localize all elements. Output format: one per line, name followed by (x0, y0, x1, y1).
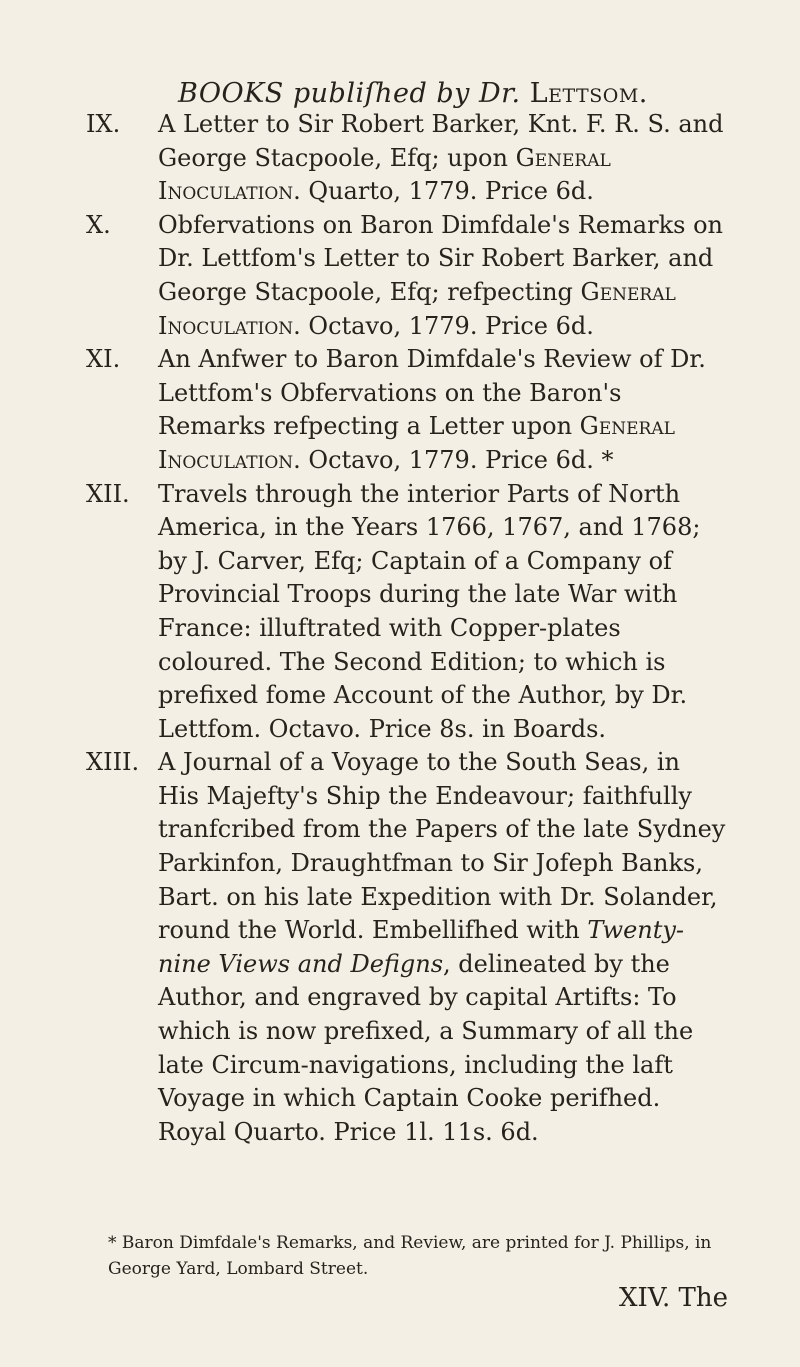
book-list (86, 108, 726, 1149)
book-entry (86, 746, 726, 1149)
entry-smallcaps-text: General Inoculation (158, 143, 611, 206)
book-entry (86, 209, 726, 343)
entry-number: XI. (86, 345, 121, 374)
book-entry (86, 478, 726, 747)
entry-italic-text: Twenty-nine Views and Defigns (158, 916, 685, 978)
entry-number: IX. (86, 110, 121, 138)
entry-text-part: . Octavo, 1779. Price 6d. (293, 311, 594, 340)
catchword: XIV. The (619, 1283, 729, 1313)
header-published-by: publiſhed by (292, 78, 470, 109)
footnote: * Baron Dimfdale's Remarks, and Review, are printed for J. Phillips, in George Yard, Lombard Street. (108, 1233, 712, 1279)
entry-number: X. (86, 210, 111, 239)
entry-smallcaps-text: General Inoculation (158, 412, 675, 474)
entry-text-part: . Quarto, 1779. Price 6d. (293, 177, 594, 206)
entry-text-part: Travels through the interior Parts of North America, in the Years 1766, 1767, and 1768; by J. Carver, Efq; Captain of a Company of Provincial Troops during the late War with France: illuftrated with Copper-plates coloured. The Second Edition; to which is prefixed fome Account of the Author, by Dr. Lettfom. Octavo. Price 8s. in Boards. (158, 479, 701, 743)
entry-text (158, 478, 726, 747)
entry-text-part: Obfervations on Baron Dimfdale's Remarks on Dr. Lettfom's Letter to Sir Robert Barker, and George Stacpoole, Efq; refpecting (158, 210, 723, 306)
entry-text-part: A Journal of a Voyage to the South Seas, in His Majefty's Ship the Endeavour; faithfully tranfcribed from the Papers of the late Sydney Parkinfon, Draughtfman to Sir Jofeph Banks, Bart. on his late Expedition with Dr. Solander, round the World. Embellifhed with (158, 748, 726, 945)
entry-text-part: A Letter to Sir Robert Barker, Knt. F. R. S. and George Stacpoole, Efq; upon (158, 110, 724, 172)
running-head (178, 78, 648, 109)
entry-text-part: An Anfwer to Baron Dimfdale's Review of Dr. Lettfom's Obfervations on the Baron's Remarks refpecting a Letter upon (158, 345, 706, 441)
entry-text (158, 746, 726, 1149)
entry-text-part: . Octavo, 1779. Price 6d. * (293, 445, 614, 474)
header-books: BOOKS (178, 78, 284, 109)
entry-number: XII. (86, 479, 130, 508)
entry-text (158, 108, 726, 209)
book-entry (86, 343, 726, 477)
entry-text (158, 343, 726, 477)
entry-number: XIII. (86, 748, 140, 777)
header-dr: Dr. (478, 78, 521, 109)
book-entry (86, 108, 726, 209)
entry-text-part: , delineated by the Author, and engraved by capital Artifts: To which is now prefixed, a Summary of all the late Circum-navigations, including the laft Voyage in which Captain Cooke perifhed. Royal Quarto. Price 1l. 11s. 6d. (158, 949, 694, 1146)
entry-smallcaps-text: General Inoculation (158, 277, 676, 340)
header-author: Lettsom. (529, 78, 648, 109)
entry-text (158, 209, 726, 343)
